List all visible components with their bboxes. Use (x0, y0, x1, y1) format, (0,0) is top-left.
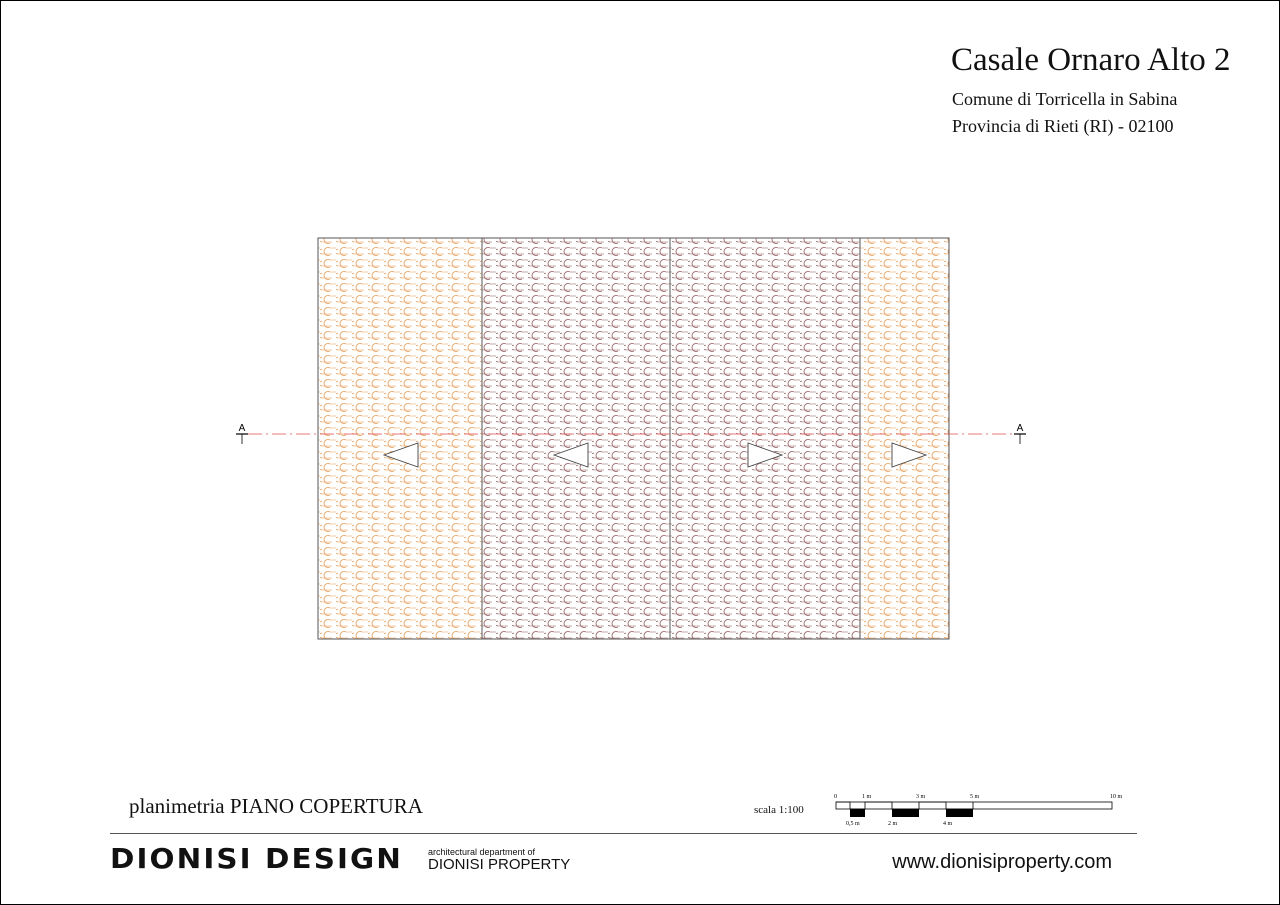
dept-name: DIONISI PROPERTY (428, 856, 571, 873)
roof-panel-1 (318, 238, 482, 639)
plan-caption: planimetria PIANO COPERTURA (129, 794, 423, 818)
section-marker-left-label: A (238, 423, 246, 434)
scale-tick-0: 0 (834, 794, 837, 800)
scale-tick-10m: 10 m (1110, 794, 1123, 800)
roof-panel-2 (482, 238, 670, 639)
project-title: Casale Ornaro Alto 2 (951, 42, 1231, 78)
footer-separator (110, 833, 1137, 834)
scale-tick-3m: 3 m (916, 794, 926, 800)
project-province: Provincia di Rieti (RI) - 02100 (952, 116, 1174, 136)
scale-tick-1m: 1 m (862, 794, 872, 800)
scale-bar (828, 788, 1128, 830)
section-marker-left (236, 423, 248, 444)
website-link[interactable]: www.dionisiproperty.com (892, 851, 1112, 873)
scale-tick-5m: 5 m (970, 794, 980, 800)
dept-caption: architectural department of (428, 847, 536, 857)
roof-panel-4 (860, 238, 949, 639)
section-marker-right (1014, 423, 1026, 444)
scale-tick-4m: 4 m (943, 821, 953, 827)
section-marker-right-label: A (1016, 423, 1024, 434)
scale-tick-2m: 2 m (888, 821, 898, 827)
roof-panel-3 (670, 238, 860, 639)
dionisi-design-logo: DIONISI DESIGN (110, 842, 403, 875)
project-municipality: Comune di Torricella in Sabina (952, 89, 1178, 109)
scale-label: scala 1:100 (754, 804, 804, 816)
scale-tick-half-m: 0,5 m (846, 821, 860, 827)
